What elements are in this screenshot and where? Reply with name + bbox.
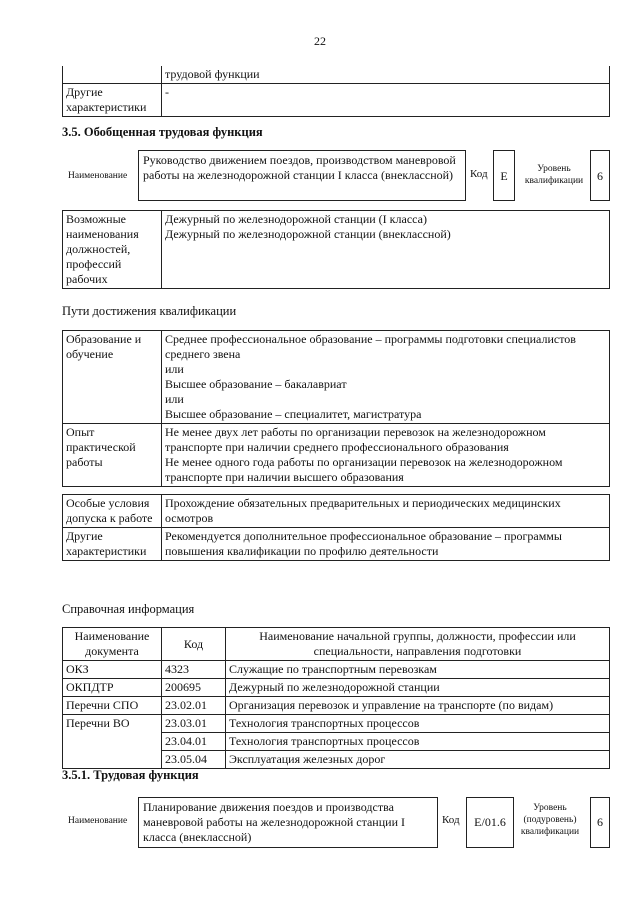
paths-heading: Пути достижения квалификации: [62, 304, 237, 318]
ref-heading: Справочная информация: [62, 602, 195, 616]
conditions-table: [62, 494, 610, 561]
paths-table: [62, 330, 610, 487]
tf-code-box: E/01.6: [466, 797, 514, 848]
ref-name: Дежурный по железнодорожной станции: [226, 679, 610, 697]
ref-name: Организация перевозок и управление на транспорте (по видам): [226, 697, 610, 715]
ref-name: Технология транспортных процессов: [226, 733, 610, 751]
code-label: Код: [442, 814, 460, 826]
section-3-5-1-heading: 3.5.1. Трудовая функция: [62, 768, 199, 782]
education-label: Образование и обучение: [63, 331, 162, 424]
experience-values: [162, 424, 610, 487]
code-label: Код: [470, 168, 488, 180]
ref-code: 200695: [162, 679, 226, 697]
page-number: 22: [314, 34, 326, 48]
possible-name: Дежурный по железнодорожной станции (внеклассной): [165, 227, 451, 241]
ref-header-doc: Наименование документа: [63, 628, 162, 661]
other-characteristics-label: Другие характеристики: [63, 528, 162, 561]
level-label: Уровень квалификации: [524, 164, 584, 186]
education-line: Высшее образование – специалитет, магистратура: [165, 407, 422, 421]
experience-line: Не менее одного года работы по организации перевозок на железнодорожном транспорте при наличии высшего образования: [165, 455, 563, 484]
ref-code: 23.04.01: [162, 733, 226, 751]
education-line: Среднее профессиональное образование – программы подготовки специалистов среднего звена: [165, 332, 576, 361]
possible-names-label: Возможные наименования должностей, профессий рабочих: [63, 211, 162, 289]
ref-name: Технология транспортных процессов: [226, 715, 610, 733]
ref-code: 23.03.01: [162, 715, 226, 733]
ref-doc: Перечни СПО: [63, 697, 162, 715]
experience-line: Не менее двух лет работы по организации перевозок на железнодорожном транспорте при наличии среднего профессионального образования: [165, 425, 546, 454]
ref-header-code: Код: [162, 628, 226, 661]
name-label: Наименование: [68, 171, 128, 181]
ref-header-name: Наименование начальной группы, должности, профессии или специальности, направления подготовки: [226, 628, 610, 661]
ref-doc: ОКПДТР: [63, 679, 162, 697]
possible-names-table: [62, 210, 610, 289]
ref-name: Служащие по транспортным перевозкам: [226, 661, 610, 679]
tf-name-box: Планирование движения поездов и производства маневровой работы на железнодорожной станции I класса (внеклассной): [138, 797, 438, 848]
possible-names-values: [162, 211, 610, 289]
name-label: Наименование: [68, 816, 128, 826]
ref-name: Эксплуатация железных дорог: [226, 751, 610, 769]
conditions-label: Особые условия допуска к работе: [63, 495, 162, 528]
gtf-code-box: E: [493, 150, 515, 201]
tf-level-box: 6: [590, 797, 610, 848]
conditions-value: Прохождение обязательных предварительных и периодических медицинских осмотров: [162, 495, 610, 528]
section-3-5-heading: 3.5. Обобщенная трудовая функция: [62, 125, 263, 139]
gtf-name-box: Руководство движением поездов, производством маневровой работы на железнодорожной станции I класса (внеклассной): [138, 150, 466, 201]
top-table: [62, 66, 610, 117]
education-line: или: [165, 392, 184, 406]
ref-code: 23.02.01: [162, 697, 226, 715]
top-table-label: [63, 66, 162, 84]
ref-doc: ОКЗ: [63, 661, 162, 679]
top-table-value: -: [162, 84, 610, 117]
top-table-value: трудовой функции: [162, 66, 610, 84]
reference-table: [62, 627, 610, 769]
education-line: или: [165, 362, 184, 376]
gtf-level-box: 6: [590, 150, 610, 201]
education-values: [162, 331, 610, 424]
top-table-label: Другие характеристики: [63, 84, 162, 117]
ref-doc: Перечни ВО: [63, 715, 162, 769]
education-line: Высшее образование – бакалавриат: [165, 377, 347, 391]
experience-label: Опыт практической работы: [63, 424, 162, 487]
other-characteristics-value: Рекомендуется дополнительное профессиональное образование – программы повышения квалификации по профилю деятельности: [162, 528, 610, 561]
ref-code: 4323: [162, 661, 226, 679]
level-label: Уровень (подуровень) квалификации: [520, 803, 580, 837]
ref-code: 23.05.04: [162, 751, 226, 769]
possible-name: Дежурный по железнодорожной станции (I класса): [165, 212, 427, 226]
